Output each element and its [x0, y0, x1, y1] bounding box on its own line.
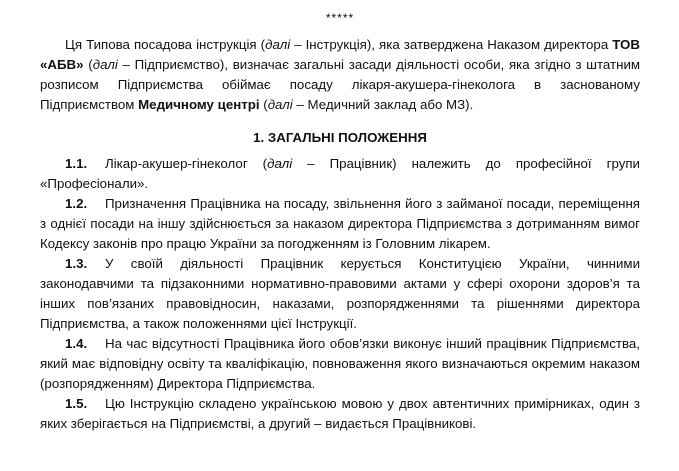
- intro-text-5: (: [259, 97, 268, 112]
- clause-1-3: [40, 254, 640, 334]
- clause-number: 1.3.: [65, 256, 88, 271]
- clause-1-2: [40, 194, 640, 254]
- clause-text-pre: Лікар-акушер-гінеколог (: [105, 156, 268, 171]
- intro-text-2: – Інструкція), яка затверджена Наказом директора: [290, 37, 613, 52]
- clause-number: 1.4.: [65, 336, 88, 351]
- clause-number: 1.5.: [65, 396, 88, 411]
- intro-text-4: – Підприємство), визначає загальні засади діяльності особи, яка згідно з штатним розписом Підприємства обіймає посаду лікаря-акушера-гінеколога в заснованому Підприємством: [40, 57, 641, 112]
- section-title: 1. ЗАГАЛЬНІ ПОЛОЖЕННЯ: [253, 130, 427, 145]
- clause-text: Призначення Працівника на посаду, звільнення його з займаної посади, переміщення з однієї посади на іншу здійснюється за наказом директора Підприємства з дотриманням вимог Кодексу законів про працю України за погодженням із Головним лікарем.: [40, 196, 640, 251]
- intro-paragraph: [40, 35, 640, 115]
- company-name: ТОВ «АБВ»: [40, 37, 640, 72]
- clause-text: У своїй діяльності Працівник керується Конституцією України, чинними законодавчими та підзаконними нормативно-правовими актами у сфері охорони здоров’я та інших пов’язаних правовідносин, наказами, розпорядженнями та рішеннями директора Підприємства, а також положеннями цієї Інструкції.: [40, 256, 640, 331]
- intro-text-3: (: [83, 57, 93, 72]
- intro-dali-2: далі: [92, 57, 118, 72]
- clause-number: 1.2.: [65, 196, 88, 211]
- clause-text: Цю Інструкцію складено українською мовою у двох автентичних примірниках, один з яких зберігається на Підприємстві, а другий – видається Працівникові.: [40, 396, 640, 431]
- clause-1-1: [40, 154, 640, 194]
- intro-text-6: – Медичний заклад або МЗ).: [292, 97, 474, 112]
- intro-text-1: Ця Типова посадова інструкція (: [65, 37, 266, 52]
- clause-dali: далі: [267, 156, 293, 171]
- clause-1-5: [40, 394, 640, 434]
- clause-1-4: [40, 334, 640, 394]
- clause-number: 1.1.: [65, 156, 88, 171]
- clause-text-post: – Працівник) належить до професійної групи «Професіонали».: [40, 156, 640, 191]
- intro-dali-1: далі: [265, 37, 291, 52]
- intro-dali-3: далі: [267, 97, 293, 112]
- clause-text: На час відсутності Працівника його обов’язки виконує інший працівник Підприємства, який має відповідну освіту та кваліфікацію, повноваження якого визначаються окремим наказом (розпорядженням) Директора Підприємства.: [40, 336, 640, 391]
- separator-stars: *****: [325, 11, 355, 25]
- medical-center-name: Медичному центрі: [138, 97, 260, 112]
